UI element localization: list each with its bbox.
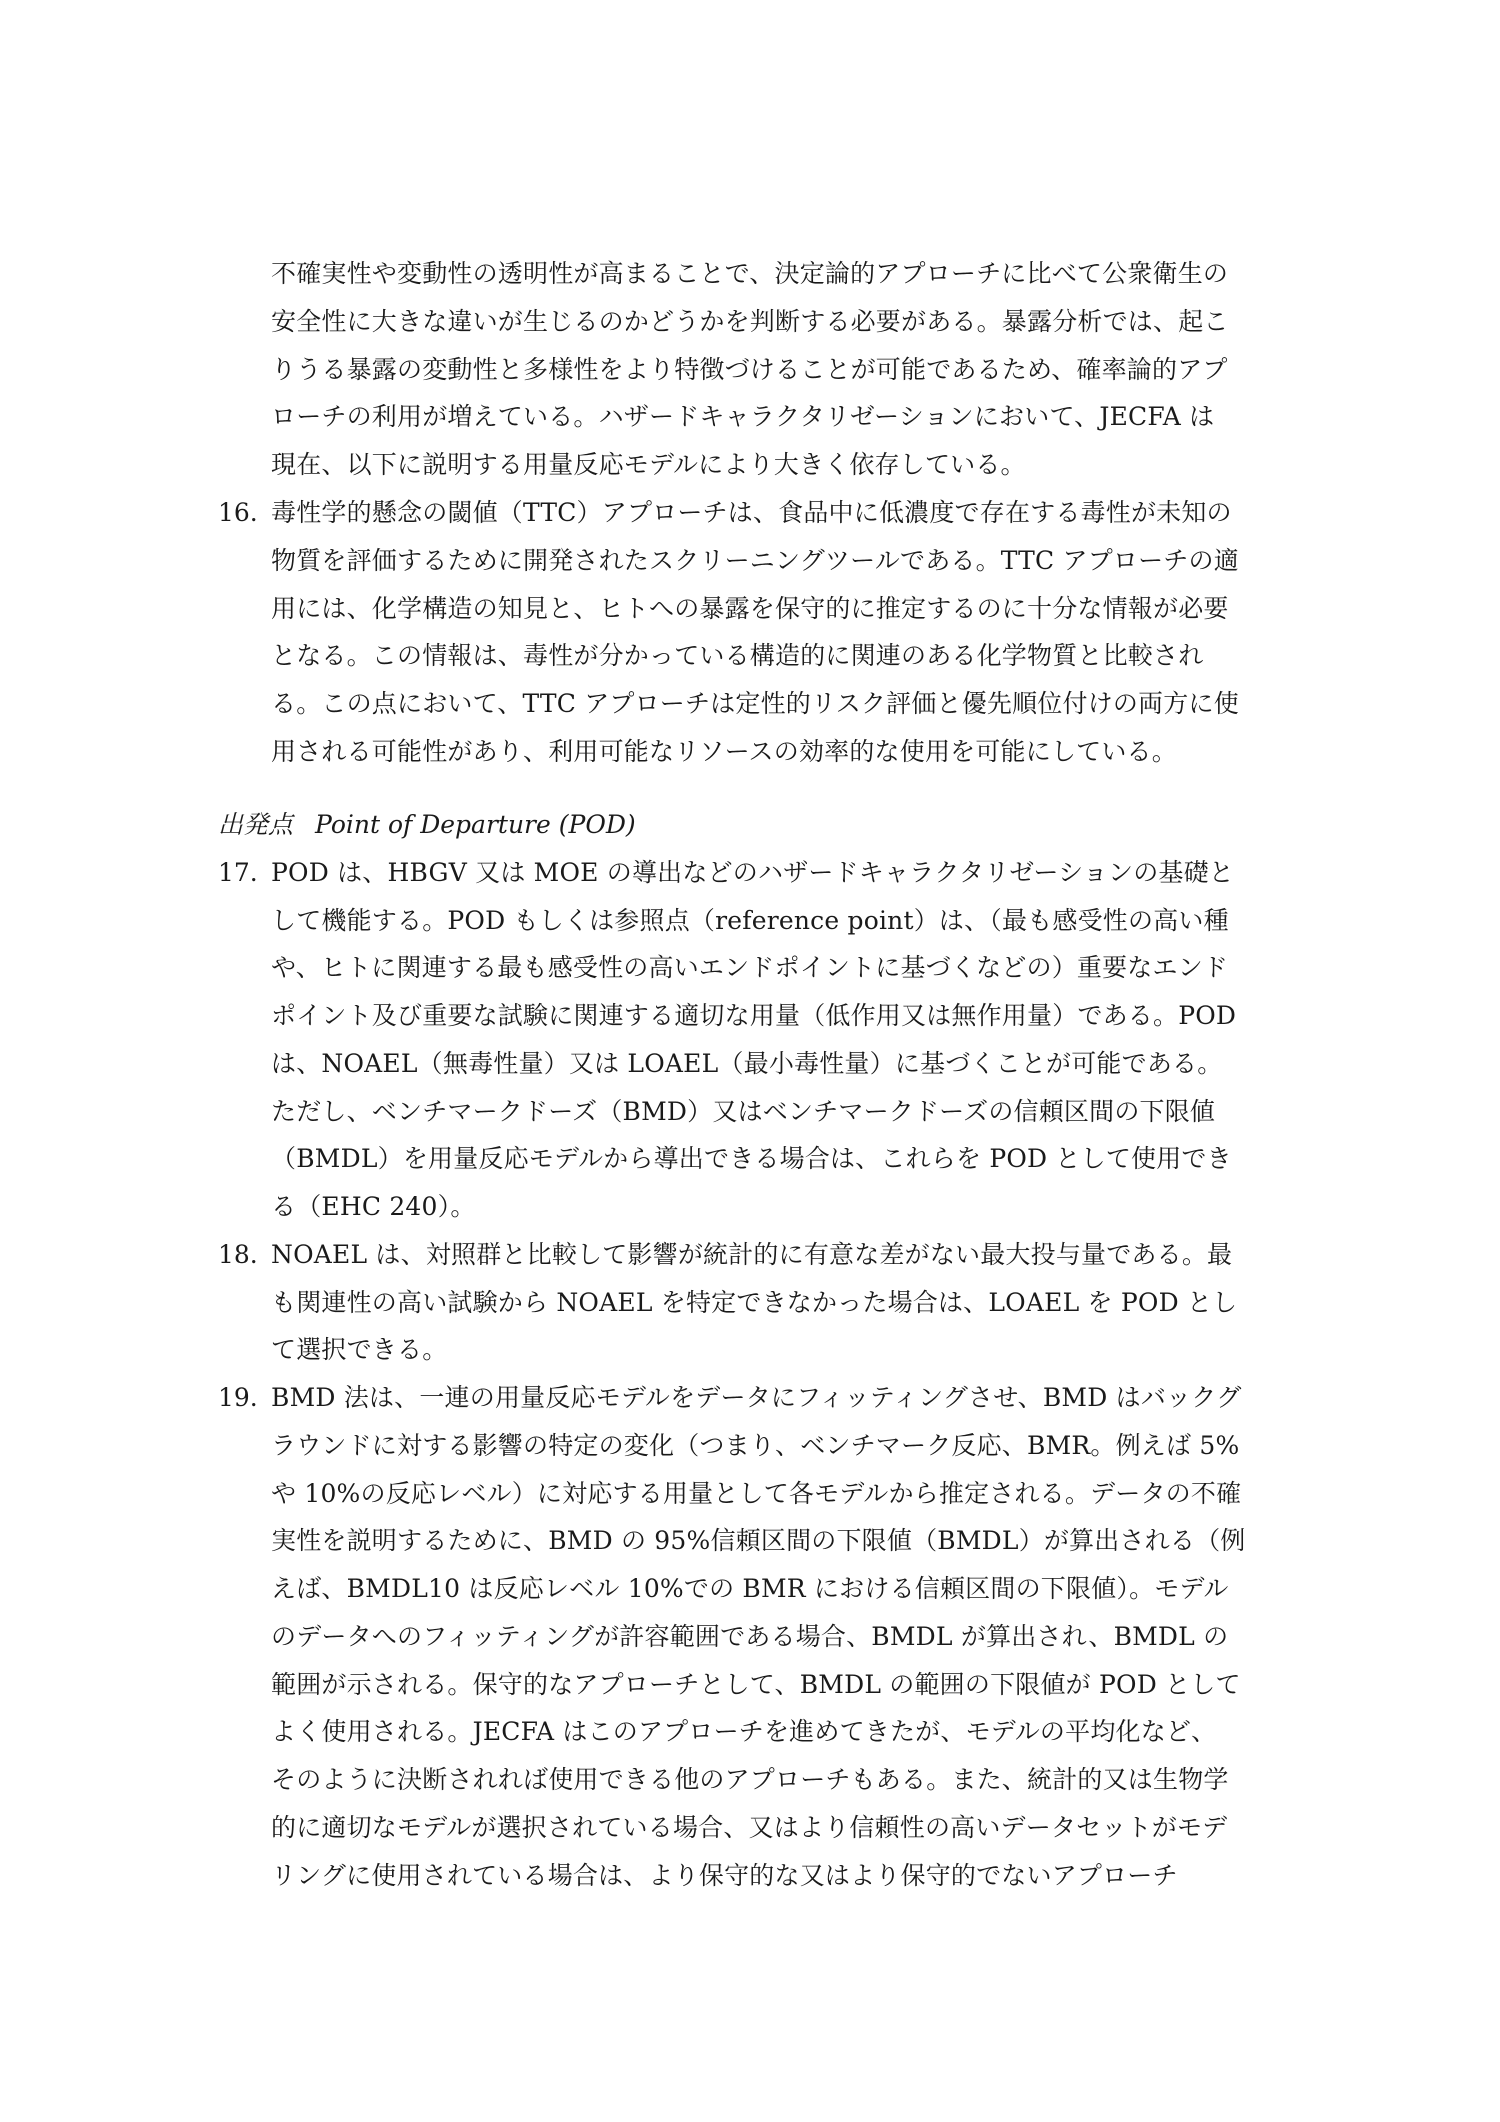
text-line: （BMDL）を用量反応モデルから導出できる場合は、これらを POD として使用でき xyxy=(271,1144,1232,1173)
text-line: 範囲が示される。保守的なアプローチとして、BMDL の範囲の下限値が POD として xyxy=(271,1670,1241,1699)
text-line: る（EHC 240）。 xyxy=(271,1192,476,1221)
text-line: 用される可能性があり、利用可能なリソースの効率的な使用を可能にしている。 xyxy=(271,737,1177,766)
heading-english: Point of Departure (POD) xyxy=(315,810,636,839)
paragraph-number: 19. xyxy=(218,1383,258,1412)
text-line: えば、BMDL10 は反応レベル 10%での BMR における信頼区間の下限値）。モデル xyxy=(271,1574,1229,1603)
text-line: 現在、以下に説明する用量反応モデルにより大きく依存している。 xyxy=(271,450,1026,479)
text-line: ただし、ベンチマークドーズ（BMD）又はベンチマークドーズの信頼区間の下限値 xyxy=(271,1097,1216,1126)
text-line: 物質を評価するために開発されたスクリーニングツールである。TTC アプローチの適 xyxy=(271,546,1239,575)
text-line: ポイント及び重要な試験に関連する適切な用量（低作用又は無作用量）である。POD xyxy=(271,1001,1237,1030)
text-line: よく使用される。JECFA はこのアプローチを進めてきたが、モデルの平均化など、 xyxy=(271,1717,1217,1746)
text-line: 的に適切なモデルが選択されている場合、又はより信頼性の高いデータセットがモデ xyxy=(271,1813,1228,1842)
text-line: NOAEL は、対照群と比較して影響が統計的に有意な差がない最大投与量である。最 xyxy=(271,1240,1233,1269)
text-line: や、ヒトに関連する最も感受性の高いエンドポイントに基づくなどの）重要なエンド xyxy=(271,953,1229,982)
text-line: となる。この情報は、毒性が分かっている構造的に関連のある化学物質と比較され xyxy=(271,641,1204,670)
text-line: や 10%の反応レベル）に対応する用量として各モデルから推定される。データの不確 xyxy=(271,1479,1242,1508)
text-line: 安全性に大きな違いが生じるのかどうかを判断する必要がある。暴露分析では、起こ xyxy=(271,307,1229,336)
text-line: て選択できる。 xyxy=(271,1335,448,1364)
paragraph-number: 17. xyxy=(218,858,258,887)
text-line: 用には、化学構造の知見と、ヒトへの暴露を保守的に推定するのに十分な情報が必要 xyxy=(271,594,1229,623)
paragraph-number: 18. xyxy=(218,1240,258,1269)
text-line: リングに使用されている場合は、より保守的な又はより保守的でないアプローチ xyxy=(271,1861,1178,1890)
text-line: りうる暴露の変動性と多様性をより特徴づけることが可能であるため、確率論的アプ xyxy=(271,355,1228,384)
text-line: POD は、HBGV 又は MOE の導出などのハザードキャラクタリゼーションの基礎と xyxy=(271,858,1235,887)
heading-japanese: 出発点 xyxy=(218,810,294,839)
text-line: ラウンドに対する影響の特定の変化（つまり、ベンチマーク反応、BMR。例えば 5% xyxy=(271,1431,1240,1460)
text-line: 実性を説明するために、BMD の 95%信頼区間の下限値（BMDL）が算出される（例 xyxy=(271,1526,1246,1555)
paragraph-number: 16. xyxy=(218,498,258,527)
section-heading xyxy=(218,809,636,841)
text-line: も関連性の高い試験から NOAEL を特定できなかった場合は、LOAEL を POD とし xyxy=(271,1288,1238,1317)
text-line: 毒性学的懸念の閾値（TTC）アプローチは、食品中に低濃度で存在する毒性が未知の xyxy=(271,498,1232,527)
text-line: 不確実性や変動性の透明性が高まることで、決定論的アプローチに比べて公衆衛生の xyxy=(271,259,1229,288)
text-line: BMD 法は、一連の用量反応モデルをデータにフィッティングさせ、BMD はバックグ xyxy=(271,1383,1242,1412)
text-line: そのように決断されれば使用できる他のアプローチもある。また、統計的又は生物学 xyxy=(271,1765,1229,1794)
text-line: る。この点において、TTC アプローチは定性的リスク評価と優先順位付けの両方に使 xyxy=(271,689,1239,718)
text-line: して機能する。POD もしくは参照点（reference point）は、（最も感受性の高い種 xyxy=(271,906,1229,935)
text-line: のデータへのフィッティングが許容範囲である場合、BMDL が算出され、BMDL の xyxy=(271,1622,1229,1651)
text-line: ローチの利用が増えている。ハザードキャラクタリゼーションにおいて、JECFA は xyxy=(271,402,1215,431)
text-line: は、NOAEL（無毒性量）又は LOAEL（最小毒性量）に基づくことが可能である。 xyxy=(271,1049,1223,1078)
